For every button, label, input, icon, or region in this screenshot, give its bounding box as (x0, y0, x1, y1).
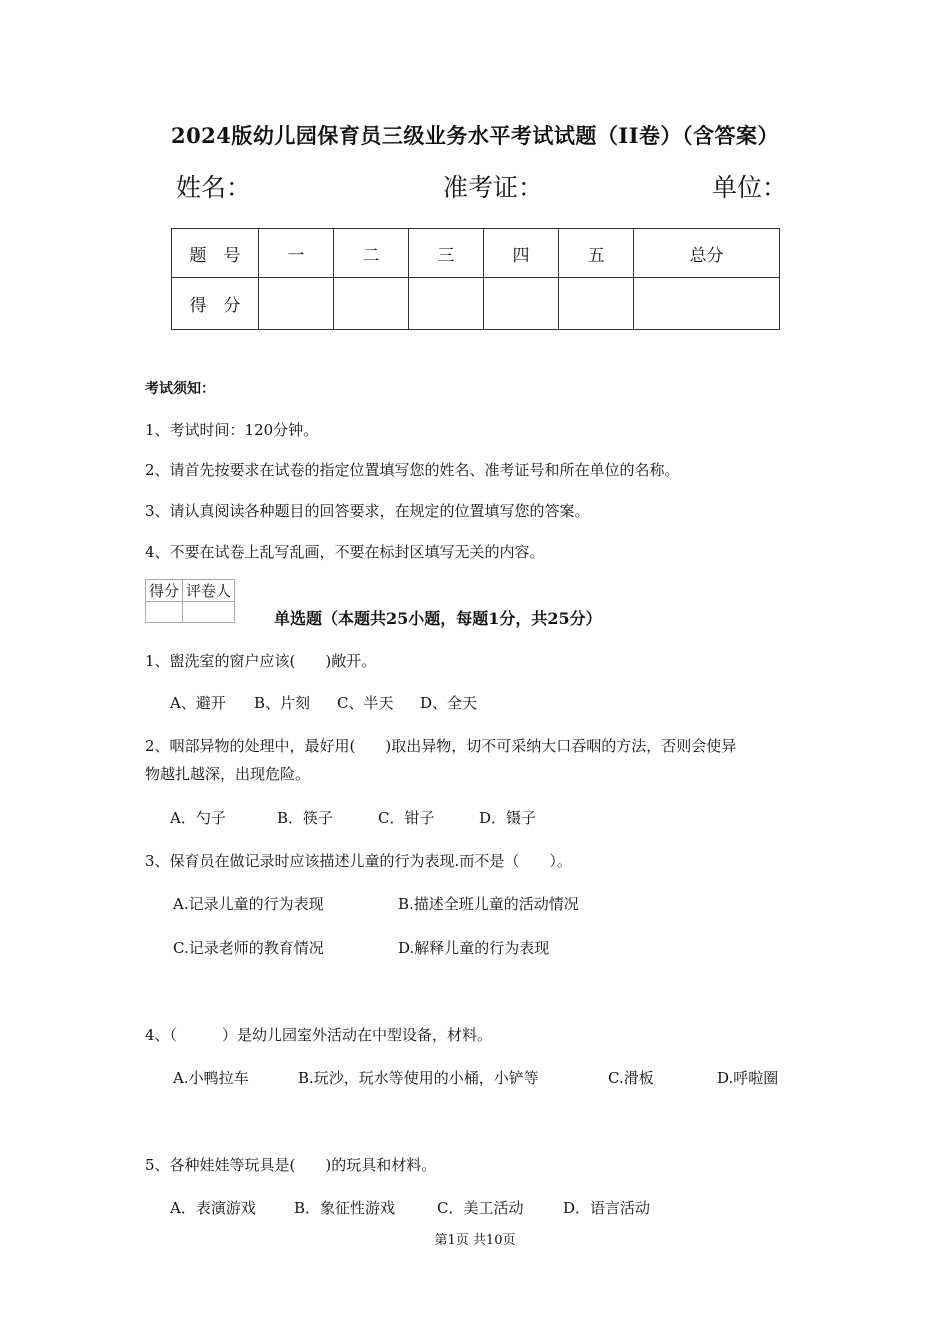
score-cell[interactable] (259, 278, 334, 330)
score-row-label: 得 分 (172, 278, 259, 330)
option: A．勺子 (170, 809, 226, 827)
page-title: 2024版幼儿园保育员三级业务水平考试试题（II卷）（含答案） (170, 123, 780, 148)
grader-score-cell[interactable] (146, 602, 183, 623)
grader-box (145, 579, 235, 623)
score-cell[interactable] (559, 278, 634, 330)
score-cell[interactable] (409, 278, 484, 330)
option: B、片刻 (254, 694, 311, 712)
score-header-cell: 二 (334, 229, 409, 278)
notice-item: 4、不要在试卷上乱写乱画，不要在标封区填写无关的内容。 (145, 543, 545, 561)
score-header-cell: 五 (559, 229, 634, 278)
question-stem: 1、盥洗室的窗户应该( )敞开。 (145, 652, 377, 670)
option: A.记录儿童的行为表现 (173, 895, 324, 913)
notice-item: 3、请认真阅读各种题目的回答要求，在规定的位置填写您的答案。 (145, 502, 590, 520)
name-field-label: 姓名： (176, 173, 252, 202)
question-stem: 3、保育员在做记录时应该描述儿童的行为表现.而不是（ ）。 (145, 852, 572, 870)
option: A.小鸭拉车 (173, 1069, 249, 1087)
page-footer: 第1页 共10页 (434, 1233, 516, 1248)
question-stem: 4、（ ）是幼儿园室外活动在中型设备，材料。 (145, 1026, 493, 1044)
option: C.滑板 (608, 1069, 654, 1087)
exam-number-field-label: 准考证： (443, 173, 544, 202)
notice-heading: 考试须知： (145, 381, 215, 397)
question-stem: 2、咽部异物的处理中，最好用( )取出异物，切不可采纳大口吞咽的方法，否则会使异 (145, 737, 737, 755)
notice-item: 1、考试时间：120分钟。 (145, 421, 319, 439)
option: B．筷子 (277, 809, 334, 827)
score-cell[interactable] (334, 278, 409, 330)
option: B．象征性游戏 (294, 1199, 396, 1217)
option: C．钳子 (378, 809, 435, 827)
score-header-cell: 四 (484, 229, 559, 278)
score-header-cell: 总分 (634, 229, 780, 278)
score-header-cell: 三 (409, 229, 484, 278)
section-title: 单选题（本题共25小题，每题1分，共25分） (274, 609, 602, 628)
score-table (171, 228, 780, 330)
option: B.描述全班儿童的活动情况 (398, 895, 579, 913)
score-table-header-row (172, 229, 780, 278)
grader-reviewer-cell[interactable] (183, 602, 235, 623)
option: C.记录老师的教育情况 (173, 939, 324, 957)
option: D.呼啦圈 (717, 1069, 779, 1087)
option: A、避开 (170, 694, 226, 712)
option: B.玩沙，玩水等使用的小桶，小铲等 (298, 1069, 539, 1087)
score-table-score-row (172, 278, 780, 330)
option: D、全天 (420, 694, 478, 712)
option: D.解释儿童的行为表现 (398, 939, 550, 957)
option: D．语言活动 (563, 1199, 651, 1217)
option: C、半天 (337, 694, 394, 712)
option: C．美工活动 (437, 1199, 524, 1217)
grader-score-label: 得分 (146, 580, 183, 602)
option: D．镊子 (479, 809, 537, 827)
unit-field-label: 单位： (712, 173, 788, 202)
score-header-cell: 一 (259, 229, 334, 278)
score-cell[interactable] (634, 278, 780, 330)
question-stem: 5、各种娃娃等玩具是( )的玩具和材料。 (145, 1156, 437, 1174)
option: A．表演游戏 (170, 1199, 256, 1217)
score-cell[interactable] (484, 278, 559, 330)
question-stem: 物越扎越深，出现危险。 (145, 765, 311, 783)
notice-item: 2、请首先按要求在试卷的指定位置填写您的姓名、准考证号和所在单位的名称。 (145, 461, 680, 479)
grader-reviewer-label: 评卷人 (183, 580, 235, 602)
score-header-cell: 题 号 (172, 229, 259, 278)
